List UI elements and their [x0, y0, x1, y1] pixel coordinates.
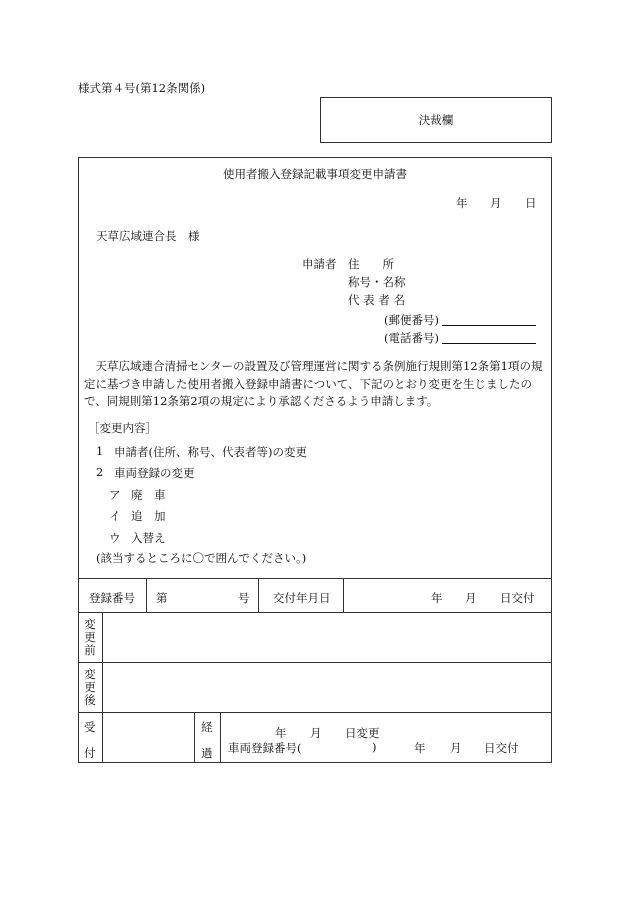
table-col-reg-divider: [146, 578, 147, 612]
vehicle-registration-label: 車両登録番号(: [228, 741, 302, 755]
approval-box: [320, 97, 552, 143]
after-change-char-2: 更: [84, 680, 96, 694]
table-col-keika-left: [194, 712, 195, 763]
phone-number-line: [442, 332, 536, 344]
table-line-4: [78, 712, 552, 713]
issue-month: 月: [465, 591, 477, 605]
applicant-label: 申請者: [302, 257, 337, 271]
postal-code-label: (郵便番号): [384, 313, 439, 327]
table-col-date-divider: [343, 578, 344, 612]
change-day: 日変更: [345, 726, 380, 740]
after-change-char-3: 後: [84, 693, 96, 707]
sub-item-a-letter: ア: [109, 488, 121, 502]
instruction-note: (該当するところに〇で囲んでください。): [96, 551, 307, 565]
change-item-1-text: 申請者(住所、称号、代表者等)の変更: [114, 445, 307, 459]
progress-char-2: 過: [201, 746, 213, 760]
issue-date-label: 交付年月日: [273, 591, 331, 605]
change-month: 月: [310, 726, 322, 740]
sub-item-u-text: 入替え: [131, 531, 166, 545]
issue-day: 日交付: [500, 591, 535, 605]
applicant-address-label: 住 所: [348, 257, 394, 271]
addressee: 天草広域連合長 様: [96, 229, 200, 243]
phone-number-label: (電話番号): [384, 331, 439, 345]
before-change-char-2: 更: [84, 630, 96, 644]
vehicle-issue-year: 年: [414, 741, 426, 755]
sub-item-i-letter: イ: [109, 509, 121, 523]
receipt-char-2: 付: [84, 746, 96, 760]
before-change-char-3: 前: [84, 643, 96, 657]
table-line-3: [78, 662, 552, 663]
form-title: 使用者搬入登録記載事項変更申請書: [223, 167, 407, 181]
registration-number-label: 登録番号: [89, 591, 135, 605]
table-col-keika-right: [220, 712, 221, 763]
vehicle-registration-close: ): [372, 740, 377, 754]
application-statement: 天草広域連合清掃センターの設置及び管理運営に関する条例施行規則第12条第1項の規定に基づき申請した使用者搬入登録申請書について、下記のとおり変更を生じましたので、同規則第12条第2項の規定により承認くださるよう申請します。: [84, 359, 543, 408]
issue-year: 年: [431, 591, 443, 605]
sub-item-a-text: 廃 車: [131, 488, 166, 502]
sub-item-u-letter: ウ: [109, 531, 121, 545]
table-col-label-divider: [102, 612, 103, 763]
vehicle-issue-day: 日交付: [484, 741, 519, 755]
date-month: 月: [490, 196, 502, 210]
table-line-2: [78, 612, 552, 613]
date-year: 年: [456, 196, 468, 210]
before-change-label: [78, 618, 102, 657]
change-item-2-text: 車両登録の変更: [114, 466, 195, 480]
sub-item-i-text: 追 加: [131, 509, 166, 523]
application-form-frame: [78, 157, 552, 763]
change-content-heading: ［変更内容］: [88, 421, 157, 435]
before-change-char-1: 変: [84, 617, 96, 631]
registration-dai: 第: [156, 591, 168, 605]
table-line-top: [78, 578, 552, 579]
after-change-label: [78, 668, 102, 707]
form-number-label: 様式第４号(第12条関係): [78, 81, 206, 95]
date-day: 日: [525, 196, 537, 210]
table-col-gou-divider: [258, 578, 259, 612]
change-item-2-number: 2: [96, 465, 104, 479]
after-change-char-1: 変: [84, 667, 96, 681]
approval-box-label: 決裁欄: [418, 113, 454, 127]
applicant-name-label: 称号・名称: [348, 275, 406, 289]
vehicle-issue-month: 月: [450, 741, 462, 755]
change-item-1-number: 1: [96, 444, 104, 458]
progress-char-1: 経: [201, 720, 213, 734]
applicant-representative-label: 代 表 者 名: [348, 293, 405, 307]
registration-gou: 号: [238, 591, 250, 605]
change-year: 年: [275, 726, 287, 740]
receipt-char-1: 受: [84, 720, 96, 734]
postal-code-line: [442, 314, 536, 326]
